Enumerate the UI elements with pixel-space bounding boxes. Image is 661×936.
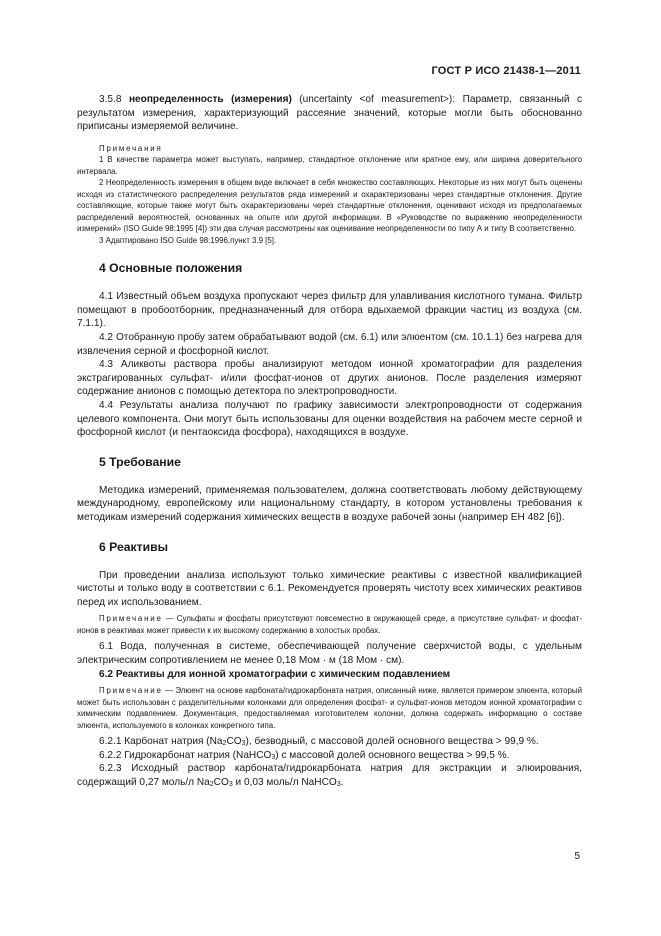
note-section-6: Примечание — Сульфаты и фосфаты присутствуют повсеместно в окружающей среде, а присутствие сульфат- и фосфат-ионов в реактивах может привести к их высокому содержанию в холостых пробах. bbox=[77, 614, 582, 635]
note-3: 3 Адаптировано ISO Guide 98:1996,пункт 3.9 [5]. bbox=[99, 235, 277, 245]
paragraph-6-2-2: 6.2.2 Гидрокарбонат натрия (NaHCO$_3$) с массовой долей основного вещества > 99,5 %. bbox=[99, 749, 510, 761]
definition-3-5-8 bbox=[77, 93, 582, 134]
definition-number: 3.5.8 bbox=[99, 94, 122, 105]
paragraph-4-4: 4.4 Результаты анализа получают по графику зависимости электропроводности от содержания целевого компонента. Они могут быть использованы для оценки воздействия на рабочем месте серной и фосфорной кислот (и пентаоксида фосфора), находящихся в воздухе. bbox=[77, 400, 582, 439]
heading-6-2: 6.2 Реактивы для ионной хроматографии с химическим подавлением bbox=[99, 668, 451, 680]
definition-text: (uncertainty <of measurement>): Параметр, связанный с результатом измерения, характеризующий рассеяние значений, которые могли быть обоснованно приписаны измеряемой величине. bbox=[77, 94, 582, 133]
note-6-2: Примечание — Элюент на основе карбоната/гидрокарбоната натрия, описанный ниже, является примером элюента, который может быть использован с разделительными колонками для определения фосфат- и сульфат-ионов методом ионной хроматографии с химическим подавлением. Документация, предоставляемая изготовителем колонки, должна содержать информацию о составе элюента, используемого в колонках конкретного типа. bbox=[77, 686, 582, 730]
paragraph-5: Методика измерений, применяемая пользователем, должна соответствовать любому действующему международному, европейскому или национальному стандарту, в котором установлены требования к методикам измерений содержания химических веществ в воздухе рабочей зоны (например ЕН 482 [6]). bbox=[77, 484, 582, 523]
document-header: ГОСТ Р ИСО 21438-1—2011 bbox=[431, 65, 581, 77]
paragraph-6-1: 6.1 Вода, полученная в системе, обеспечивающей получение сверхчистой воды, с удельным электрическим сопротивлением не менее 0,18 Мом · м (18 Мом · см). bbox=[77, 641, 582, 666]
section-6-title: 6 Реактивы bbox=[99, 539, 169, 554]
page-number: 5 bbox=[574, 851, 580, 862]
paragraph-6-2-3: 6.2.3 Исходный раствор карбоната/гидрокарбоната натрия для экстракции и элюирования, содержащий 0,27 моль/л $Na_2CO_3$ и 0,03 моль/л NaHCO$_3$. bbox=[77, 763, 582, 788]
paragraph-4-2: 4.2 Отобранную пробу затем обрабатывают водой (см. 6.1) или элюентом (см. 10.1.1) без нагрева для извлечения серной и фосфорной кислот. bbox=[77, 332, 582, 357]
note-1: 1 В качестве параметра может выступать, например, стандартное отклонение или кратное ему, или ширина доверительного интервала. bbox=[77, 155, 582, 176]
paragraph-4-3: 4.3 Аликвоты раствора пробы анализируют методом ионной хроматографии для разделения экстрагированных сульфат- и/или фосфат-ионов от других анионов. После разделения измеряют содержание анионов с помощью детектора по электропроводности. bbox=[77, 359, 582, 398]
definition-term: неопределенность (измерения) bbox=[128, 94, 292, 105]
paragraph-6-2-1: 6.2.1 Карбонат натрия $(Na_2CO_3)$, безводный, с массовой долей основного вещества > 99,9 %. bbox=[99, 736, 539, 748]
section-4-title: 4 Основные положения bbox=[99, 261, 243, 276]
section-5-title: 5 Требование bbox=[99, 454, 181, 469]
notes-heading: Примечания bbox=[99, 143, 163, 153]
paragraph-4-1: 4.1 Известный объем воздуха пропускают через фильтр для улавливания кислотного тумана. Фильтр помещают в пробоотборник, предназначенный для отбора вдыхаемой фракции частиц из воздуха (см. 7.1.1). bbox=[77, 291, 582, 330]
document-body bbox=[77, 93, 582, 790]
paragraph-6: При проведении анализа используют только химические реактивы с известной квалификацией чистоты и только воду в соответствии с 6.1. Рекомендуется проверять чистоту всех химических реактивов перед их использованием. bbox=[77, 569, 582, 608]
note-2: 2 Неопределенность измерения в общем виде включает в себя множество составляющих. Некоторые из них могут быть оценены исходя из статистического распределения результатов ряда измерений и охарактеризованы через стандартные отклонения. Другие составляющие, которые также могут быть охарактеризованы через стандартные отклонения, оценивают исходя из предполагаемых распределений вероятностей, основанных на опыте или другой информации. В «Руководстве по выражению неопределенности измерений» (ISO Guide 98:1995 [4]) эти два случая рассмотрены как оценивание неопределенности по типу А и типу В соответственно. bbox=[77, 178, 582, 234]
